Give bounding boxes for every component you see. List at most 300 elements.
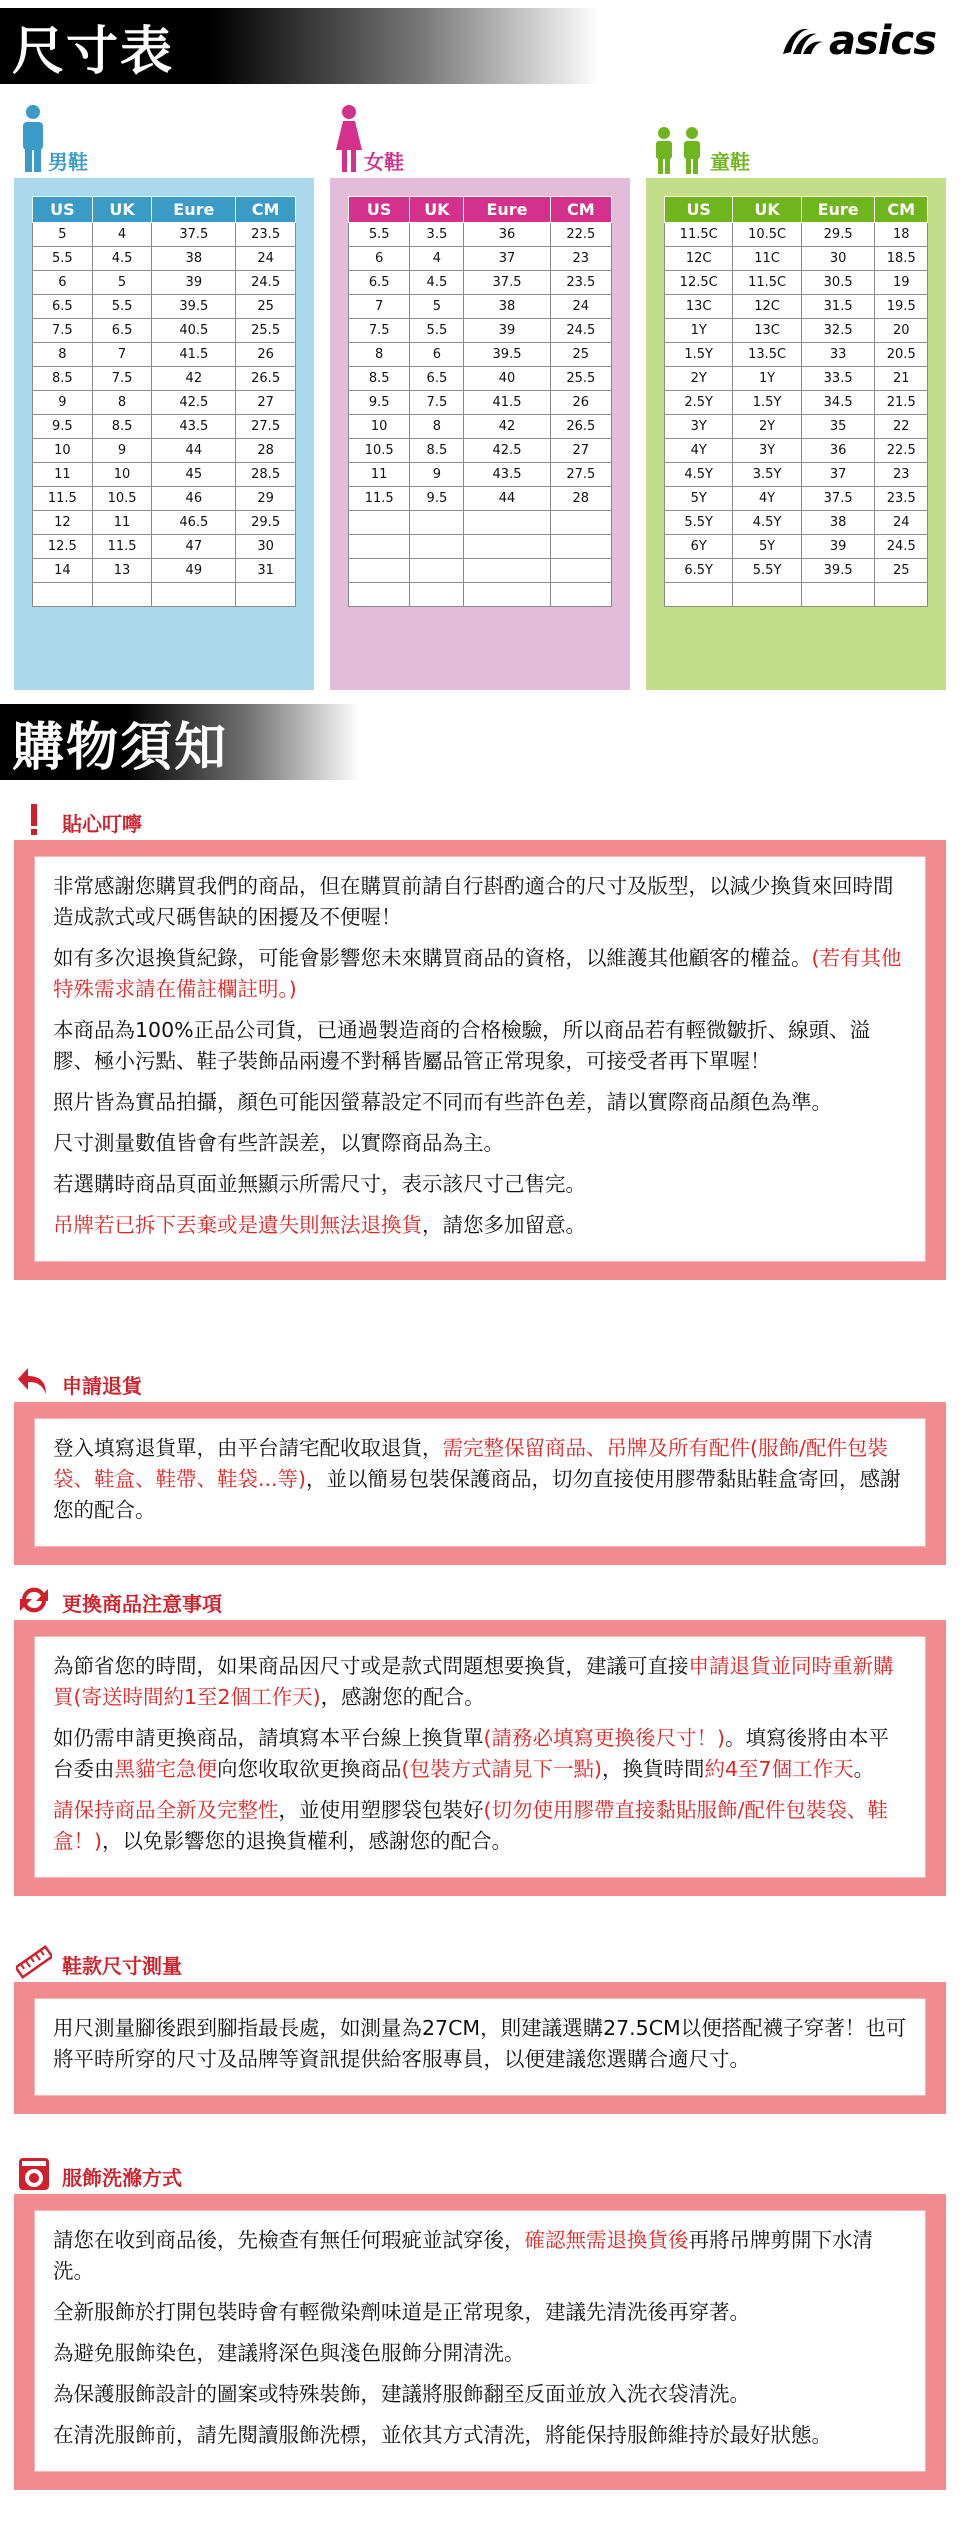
highlight-text: 申請退貨並同時重新購買(寄送時間約1至2個工作天) <box>53 1654 894 1709</box>
table-cell: 7.5 <box>92 367 152 391</box>
table-cell: 8 <box>349 343 410 367</box>
table-row <box>665 415 928 439</box>
table-cell: 25.5 <box>236 319 296 343</box>
table-row <box>665 535 928 559</box>
men-size-table <box>32 196 296 607</box>
asics-logo <box>779 18 936 64</box>
paragraph-text: ，感謝您的配合。 <box>320 1685 485 1709</box>
table-cell: 38 <box>464 295 550 319</box>
table-cell <box>801 583 875 607</box>
paragraph-text: 如仍需申請更換商品，請填寫本平台線上換貨單 <box>53 1726 484 1750</box>
table-cell: 24.5 <box>550 319 611 343</box>
column-header: Eure <box>152 197 236 223</box>
highlight-text: 黑貓宅急便 <box>114 1757 217 1781</box>
kids-size-group <box>646 100 946 690</box>
paragraph-text: 若選購時商品頁面並無顯示所需尺寸，表示該尺寸己售完。 <box>53 1172 586 1196</box>
table-row <box>33 511 296 535</box>
men-size-group <box>14 100 314 690</box>
table-cell <box>464 511 550 535</box>
table-cell <box>550 535 611 559</box>
table-cell: 5Y <box>665 487 733 511</box>
table-row <box>349 463 612 487</box>
table-cell: 24 <box>875 511 928 535</box>
table-cell <box>33 583 93 607</box>
table-cell: 42 <box>152 367 236 391</box>
table-cell: 38 <box>801 511 875 535</box>
table-cell: 26 <box>550 391 611 415</box>
table-cell: 8.5 <box>349 367 410 391</box>
table-cell: 6.5 <box>410 367 464 391</box>
notice-paragraph <box>53 2297 907 2328</box>
table-cell: 29 <box>236 487 296 511</box>
table-cell <box>236 583 296 607</box>
table-row <box>349 535 612 559</box>
paragraph-text: 為節省您的時間，如果商品因尺寸或是款式問題想要換貨，建議可直接 <box>53 1654 689 1678</box>
section-title: 申請退貨 <box>62 1374 142 1398</box>
table-cell: 1.5Y <box>733 391 801 415</box>
table-cell: 28 <box>236 439 296 463</box>
table-cell: 6.5Y <box>665 559 733 583</box>
table-cell: 27 <box>550 439 611 463</box>
section-body <box>34 2210 926 2472</box>
table-cell: 37.5 <box>464 271 550 295</box>
asics-swoosh-icon <box>779 24 825 58</box>
table-cell: 11 <box>92 511 152 535</box>
paragraph-text: 。填寫後將由本平台委由 <box>53 1726 889 1781</box>
table-cell: 13C <box>733 319 801 343</box>
table-cell: 25 <box>236 295 296 319</box>
table-row <box>665 511 928 535</box>
column-header: CM <box>875 197 928 223</box>
highlight-text: 吊牌若已拆下丟棄或是遺失則無法退換貨 <box>53 1213 422 1237</box>
table-cell: 13.5C <box>733 343 801 367</box>
table-cell: 6.5 <box>33 295 93 319</box>
table-cell <box>349 535 410 559</box>
table-cell <box>464 535 550 559</box>
notice-paragraph <box>53 1015 907 1077</box>
table-cell: 44 <box>464 487 550 511</box>
table-cell: 40 <box>464 367 550 391</box>
paragraph-text: 全新服飾於打開包裝時會有輕微染劑味道是正常現象，建議先清洗後再穿著。 <box>53 2300 750 2324</box>
table-cell: 39 <box>152 271 236 295</box>
table-cell: 6.5 <box>92 319 152 343</box>
table-row <box>349 271 612 295</box>
table-row <box>33 295 296 319</box>
table-cell <box>464 559 550 583</box>
table-row <box>665 367 928 391</box>
table-cell: 5.5 <box>33 247 93 271</box>
paragraph-text: 為保護服飾設計的圖案或特殊裝飾，建議將服飾翻至反面並放入洗衣袋清洗。 <box>53 2382 750 2406</box>
notice-banner <box>0 704 360 780</box>
notice-paragraph <box>53 2013 907 2075</box>
table-cell: 3Y <box>733 439 801 463</box>
table-cell: 23 <box>875 463 928 487</box>
table-cell: 3.5 <box>410 223 464 247</box>
table-cell <box>410 535 464 559</box>
table-row <box>349 319 612 343</box>
table-row <box>665 319 928 343</box>
kids-label: 童鞋 <box>710 150 750 174</box>
notice-paragraph <box>53 2225 907 2287</box>
table-row <box>349 439 612 463</box>
table-row <box>349 295 612 319</box>
table-cell: 1Y <box>665 319 733 343</box>
table-cell: 4.5 <box>410 271 464 295</box>
notice-paragraph <box>53 1651 907 1713</box>
highlight-text: (切勿使用膠帶直接黏貼服飾/配件包裝袋、鞋盒！) <box>53 1798 888 1853</box>
table-cell: 7.5 <box>349 319 410 343</box>
table-cell: 5 <box>410 295 464 319</box>
table-cell: 25.5 <box>550 367 611 391</box>
table-row <box>33 463 296 487</box>
highlight-text: 約4至7個工作天 <box>704 1757 854 1781</box>
paragraph-text: 用尺測量腳後跟到腳指最長處，如測量為27CM，則建議選購27.5CM以便搭配襪子穿著！也可將平時所穿的尺寸及品牌等資訊提供給客服專員，以便建議您選購合適尺寸。 <box>53 2016 907 2071</box>
women-size-group <box>330 100 630 690</box>
table-cell: 18 <box>875 223 928 247</box>
table-cell: 39.5 <box>801 559 875 583</box>
notice-paragraph <box>53 1087 907 1118</box>
column-header: US <box>33 197 93 223</box>
table-cell: 39.5 <box>152 295 236 319</box>
table-cell: 6 <box>33 271 93 295</box>
table-row <box>33 367 296 391</box>
column-header: US <box>349 197 410 223</box>
table-cell: 11.5 <box>92 535 152 559</box>
table-cell: 2Y <box>733 415 801 439</box>
table-cell: 43.5 <box>464 463 550 487</box>
table-header-row <box>665 197 928 223</box>
table-cell: 30.5 <box>801 271 875 295</box>
table-cell: 9.5 <box>33 415 93 439</box>
table-cell: 7 <box>92 343 152 367</box>
table-cell: 47 <box>152 535 236 559</box>
section-caring-reminder <box>14 800 946 1280</box>
column-header: Eure <box>801 197 875 223</box>
table-cell: 9 <box>92 439 152 463</box>
table-cell: 39 <box>464 319 550 343</box>
table-row <box>33 319 296 343</box>
table-cell: 22.5 <box>875 439 928 463</box>
table-cell: 12.5C <box>665 271 733 295</box>
table-cell: 24 <box>236 247 296 271</box>
table-cell: 42 <box>464 415 550 439</box>
table-cell <box>410 559 464 583</box>
table-cell: 26 <box>236 343 296 367</box>
table-cell: 30 <box>801 247 875 271</box>
table-cell <box>410 583 464 607</box>
table-cell: 11.5C <box>733 271 801 295</box>
table-cell <box>349 511 410 535</box>
table-cell: 36 <box>464 223 550 247</box>
notice-paragraph <box>53 2338 907 2369</box>
paragraph-text: 非常感謝您購買我們的商品，但在購買前請自行斟酌適合的尺寸及版型，以減少換貨來回時間造成款式或尺碼售缺的困擾及不便喔！ <box>53 874 894 929</box>
table-cell: 19 <box>875 271 928 295</box>
highlight-text: (若有其他特殊需求請在備註欄註明。) <box>53 946 902 1001</box>
table-row <box>665 439 928 463</box>
table-cell <box>349 583 410 607</box>
men-label: 男鞋 <box>48 150 88 174</box>
table-cell: 11.5 <box>33 487 93 511</box>
woman-figure-icon <box>334 104 364 174</box>
table-cell: 10 <box>92 463 152 487</box>
table-cell <box>349 559 410 583</box>
table-cell: 10.5 <box>92 487 152 511</box>
table-cell <box>550 583 611 607</box>
paragraph-text: 本商品為100%正品公司貨，已通過製造商的合格檢驗，所以商品若有輕微皺折、線頭、溢膠、極小污點、鞋子裝飾品兩邊不對稱皆屬品管正常現象，可接受者再下單喔！ <box>53 1018 871 1073</box>
paragraph-text: 為避免服飾染色，建議將深色與淺色服飾分開清洗。 <box>53 2341 525 2365</box>
table-cell: 12 <box>33 511 93 535</box>
table-cell: 18.5 <box>875 247 928 271</box>
size-chart-title: 尺寸表 <box>12 21 175 82</box>
ruler-icon <box>16 1944 52 1980</box>
table-cell: 10 <box>349 415 410 439</box>
table-cell: 26.5 <box>236 367 296 391</box>
table-cell: 37 <box>464 247 550 271</box>
table-cell: 19.5 <box>875 295 928 319</box>
table-cell: 5.5Y <box>665 511 733 535</box>
table-cell: 27 <box>236 391 296 415</box>
man-figure-icon <box>18 104 48 174</box>
table-cell: 42.5 <box>464 439 550 463</box>
section-shoe-measurement <box>14 1942 946 2114</box>
table-cell: 6 <box>410 343 464 367</box>
table-row <box>349 247 612 271</box>
table-cell: 9.5 <box>410 487 464 511</box>
table-row <box>33 583 296 607</box>
table-cell: 27.5 <box>236 415 296 439</box>
column-header: US <box>665 197 733 223</box>
table-cell: 24 <box>550 295 611 319</box>
table-cell: 23.5 <box>236 223 296 247</box>
table-cell: 24.5 <box>236 271 296 295</box>
table-cell: 5.5 <box>92 295 152 319</box>
table-row <box>665 583 928 607</box>
table-cell: 5.5Y <box>733 559 801 583</box>
table-cell: 33.5 <box>801 367 875 391</box>
table-row <box>33 247 296 271</box>
table-cell: 13C <box>665 295 733 319</box>
return-arrow-icon <box>16 1364 52 1400</box>
kids-figure-icon <box>650 126 710 176</box>
table-row <box>665 271 928 295</box>
table-cell: 12.5 <box>33 535 93 559</box>
table-cell: 11.5C <box>665 223 733 247</box>
paragraph-text: 向您收取欲更換商品 <box>217 1757 402 1781</box>
table-cell: 6 <box>349 247 410 271</box>
table-cell: 28 <box>550 487 611 511</box>
column-header: UK <box>410 197 464 223</box>
table-row <box>33 391 296 415</box>
table-cell: 10 <box>33 439 93 463</box>
section-title: 鞋款尺寸測量 <box>62 1954 182 1978</box>
table-cell <box>550 511 611 535</box>
table-cell: 7.5 <box>410 391 464 415</box>
table-cell: 24.5 <box>875 535 928 559</box>
table-cell: 28.5 <box>236 463 296 487</box>
table-cell: 5 <box>33 223 93 247</box>
table-cell: 8.5 <box>92 415 152 439</box>
table-row <box>33 223 296 247</box>
table-cell: 37.5 <box>801 487 875 511</box>
table-cell: 11C <box>733 247 801 271</box>
table-row <box>349 343 612 367</box>
section-return-request <box>14 1362 946 1565</box>
table-cell: 1Y <box>733 367 801 391</box>
table-cell: 4Y <box>665 439 733 463</box>
table-cell: 20 <box>875 319 928 343</box>
paragraph-text: 登入填寫退貨單，由平台請宅配收取退貨， <box>53 1436 443 1460</box>
table-cell: 29.5 <box>236 511 296 535</box>
table-cell: 8 <box>92 391 152 415</box>
table-cell: 3Y <box>665 415 733 439</box>
table-cell: 23 <box>550 247 611 271</box>
table-cell: 31 <box>236 559 296 583</box>
table-row <box>665 559 928 583</box>
table-cell: 22.5 <box>550 223 611 247</box>
table-cell: 39 <box>801 535 875 559</box>
notice-paragraph <box>53 1169 907 1200</box>
section-body <box>34 1418 926 1547</box>
table-cell: 4 <box>410 247 464 271</box>
table-cell: 35 <box>801 415 875 439</box>
table-cell: 26.5 <box>550 415 611 439</box>
table-cell: 4 <box>92 223 152 247</box>
table-cell: 8.5 <box>410 439 464 463</box>
table-cell: 12C <box>733 295 801 319</box>
table-row <box>33 535 296 559</box>
table-cell: 5.5 <box>349 223 410 247</box>
table-cell: 45 <box>152 463 236 487</box>
table-row <box>349 559 612 583</box>
table-cell: 12C <box>665 247 733 271</box>
table-cell: 8 <box>410 415 464 439</box>
notice-paragraph <box>53 871 907 933</box>
table-cell: 43.5 <box>152 415 236 439</box>
table-row <box>349 583 612 607</box>
table-header-row <box>33 197 296 223</box>
washing-machine-icon <box>16 2156 52 2192</box>
asics-wordmark: asics <box>828 18 936 64</box>
highlight-text: 請保持商品全新及完整性 <box>53 1798 279 1822</box>
table-cell: 4.5Y <box>733 511 801 535</box>
paragraph-text: ，請您多加留意。 <box>422 1213 586 1237</box>
table-cell: 22 <box>875 415 928 439</box>
table-cell <box>665 583 733 607</box>
table-cell: 42.5 <box>152 391 236 415</box>
table-cell: 14 <box>33 559 93 583</box>
exchange-icon <box>16 1582 52 1618</box>
section-body <box>34 1998 926 2096</box>
table-cell: 5Y <box>733 535 801 559</box>
table-cell: 9 <box>33 391 93 415</box>
table-cell <box>464 583 550 607</box>
table-cell: 37.5 <box>152 223 236 247</box>
section-exchange-notes <box>14 1580 946 1896</box>
table-cell: 13 <box>92 559 152 583</box>
table-cell: 11.5 <box>349 487 410 511</box>
notice-paragraph <box>53 1128 907 1159</box>
table-cell: 9.5 <box>349 391 410 415</box>
section-body <box>34 1636 926 1878</box>
women-size-table <box>348 196 612 607</box>
table-row <box>33 271 296 295</box>
table-cell: 33 <box>801 343 875 367</box>
notice-paragraph <box>53 1433 907 1526</box>
paragraph-text: ，並使用塑膠袋包裝好 <box>278 1798 484 1822</box>
table-cell: 40.5 <box>152 319 236 343</box>
table-cell: 41.5 <box>464 391 550 415</box>
table-cell: 37 <box>801 463 875 487</box>
table-row <box>665 463 928 487</box>
table-row <box>33 487 296 511</box>
table-cell: 4Y <box>733 487 801 511</box>
table-row <box>33 559 296 583</box>
women-label: 女鞋 <box>364 150 404 174</box>
table-cell: 46.5 <box>152 511 236 535</box>
highlight-text: 需完整保留商品、吊牌及所有配件(服飾/配件包裝袋、鞋盒、鞋帶、鞋袋...等) <box>53 1436 888 1491</box>
paragraph-text: 在清洗服飾前，請先閱讀服飾洗標，並依其方式清洗，將能保持服飾維持於最好狀態。 <box>53 2423 832 2447</box>
table-row <box>665 247 928 271</box>
table-cell: 41.5 <box>152 343 236 367</box>
table-cell: 34.5 <box>801 391 875 415</box>
table-cell: 5 <box>92 271 152 295</box>
exclamation-icon <box>16 802 52 838</box>
table-row <box>665 391 928 415</box>
table-cell: 2.5Y <box>665 391 733 415</box>
table-cell: 2Y <box>665 367 733 391</box>
table-cell: 11 <box>33 463 93 487</box>
table-cell: 10.5C <box>733 223 801 247</box>
table-cell: 23.5 <box>875 487 928 511</box>
paragraph-text: ，以免影響您的退換貨權利，感謝您的配合。 <box>102 1829 512 1853</box>
table-cell <box>550 559 611 583</box>
kids-size-table <box>664 196 928 607</box>
table-cell: 8.5 <box>33 367 93 391</box>
highlight-text: 確認無需退換貨後 <box>524 2228 689 2252</box>
table-row <box>349 367 612 391</box>
table-row <box>665 343 928 367</box>
table-cell: 10.5 <box>349 439 410 463</box>
table-row <box>665 223 928 247</box>
highlight-text: (請務必填寫更換後尺寸！) <box>483 1726 725 1750</box>
section-washing-method <box>14 2154 946 2490</box>
notice-paragraph <box>53 943 907 1005</box>
paragraph-text: ，換貨時間 <box>602 1757 705 1781</box>
table-cell: 25 <box>550 343 611 367</box>
table-cell: 38 <box>152 247 236 271</box>
table-cell: 5.5 <box>410 319 464 343</box>
paragraph-text: 尺寸測量數值皆會有些許誤差，以實際商品為主。 <box>53 1131 504 1155</box>
table-row <box>33 439 296 463</box>
section-title: 更換商品注意事項 <box>62 1592 222 1616</box>
table-row <box>349 511 612 535</box>
table-row <box>349 415 612 439</box>
paragraph-text: 照片皆為實品拍攝，顏色可能因螢幕設定不同而有些許色差，請以實際商品顏色為準。 <box>53 1090 832 1114</box>
paragraph-text: ，並以簡易包裝保護商品，切勿直接使用膠帶黏貼鞋盒寄回，感謝您的配合。 <box>53 1467 901 1522</box>
table-row <box>33 343 296 367</box>
section-title: 服飾洗滌方式 <box>62 2166 182 2190</box>
column-header: UK <box>733 197 801 223</box>
size-chart-banner <box>0 8 600 84</box>
table-row <box>665 295 928 319</box>
table-cell: 21 <box>875 367 928 391</box>
column-header: CM <box>550 197 611 223</box>
table-cell: 46 <box>152 487 236 511</box>
notice-paragraph <box>53 1723 907 1785</box>
table-cell: 23.5 <box>550 271 611 295</box>
paragraph-text: 如有多次退換貨紀錄，可能會影響您未來購買商品的資格，以維護其他顧客的權益。 <box>53 946 812 970</box>
table-cell: 32.5 <box>801 319 875 343</box>
